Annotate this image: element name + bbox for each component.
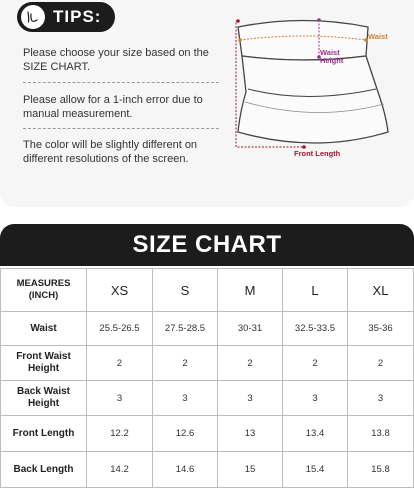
table-cell: 12.2 <box>87 416 153 452</box>
table-row <box>1 381 414 416</box>
row-label: Back Waist Height <box>1 381 87 416</box>
tip-divider <box>23 128 219 129</box>
size-chart-title: SIZE CHART <box>132 231 282 258</box>
table-cell: 13 <box>218 416 283 452</box>
table-cell: 2 <box>348 346 414 381</box>
size-header-xs: XS <box>87 269 153 312</box>
table-header-row <box>1 269 414 312</box>
table-cell: 15.8 <box>348 452 414 488</box>
table-cell: 2 <box>87 346 153 381</box>
table-cell: 25.5-26.5 <box>87 312 153 346</box>
waist-label: Waist <box>368 32 388 41</box>
brand-logo-icon <box>21 5 45 29</box>
size-chart-table <box>0 268 414 488</box>
tip-size-chart: Please choose your size based on the SIZE CHART. <box>23 47 209 73</box>
table-row <box>1 312 414 346</box>
table-cell: 3 <box>218 381 283 416</box>
table-cell: 2 <box>218 346 283 381</box>
table-cell: 15 <box>218 452 283 488</box>
table-cell: 13.4 <box>283 416 348 452</box>
row-label: Front Waist Height <box>1 346 87 381</box>
table-cell: 3 <box>348 381 414 416</box>
table-cell: 30-31 <box>218 312 283 346</box>
tip-divider <box>23 82 219 83</box>
skirt-diagram <box>226 12 414 162</box>
table-cell: 3 <box>283 381 348 416</box>
size-header-s: S <box>153 269 218 312</box>
row-label: Waist <box>1 312 87 346</box>
size-header-l: L <box>283 269 348 312</box>
table-cell: 2 <box>153 346 218 381</box>
table-cell: 12.6 <box>153 416 218 452</box>
measures-header: MEASURES (INCH) <box>1 269 87 312</box>
tips-label: TIPS: <box>53 7 102 26</box>
tip-color-difference: The color will be slightly different on different resolutions of the screen. <box>23 139 198 165</box>
table-cell: 13.8 <box>348 416 414 452</box>
row-label: Back Length <box>1 452 87 488</box>
row-label: Front Length <box>1 416 87 452</box>
table-row <box>1 416 414 452</box>
table-row <box>1 452 414 488</box>
table-row <box>1 346 414 381</box>
table-cell: 27.5-28.5 <box>153 312 218 346</box>
table-cell: 2 <box>283 346 348 381</box>
tip-measurement-error: Please allow for a 1-inch error due to manual measurement. <box>23 94 203 120</box>
front-length-label: Front Length <box>294 149 341 158</box>
size-chart-header <box>0 224 414 266</box>
table-cell: 35-36 <box>348 312 414 346</box>
table-cell: 15.4 <box>283 452 348 488</box>
waist-height-label: Waist Height <box>320 48 344 65</box>
table-cell: 14.2 <box>87 452 153 488</box>
tips-badge <box>17 2 115 32</box>
table-cell: 3 <box>153 381 218 416</box>
table-cell: 32.5-33.5 <box>283 312 348 346</box>
tips-card <box>0 0 414 207</box>
table-cell: 14.6 <box>153 452 218 488</box>
table-cell: 3 <box>87 381 153 416</box>
size-header-xl: XL <box>348 269 414 312</box>
size-header-m: M <box>218 269 283 312</box>
